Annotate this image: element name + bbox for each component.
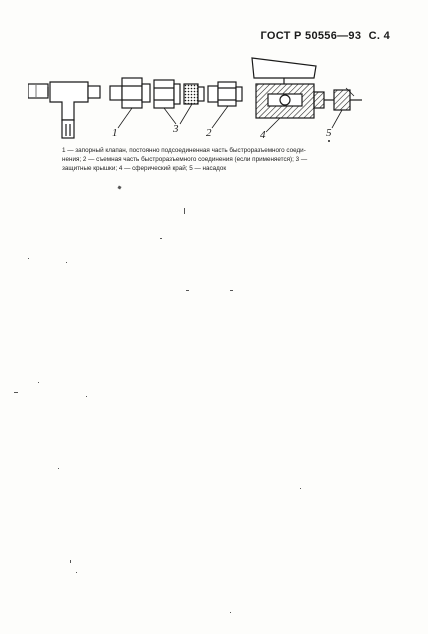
figure-caption	[62, 146, 390, 173]
callout-1: 1	[112, 127, 118, 139]
caption-line-3: защитные крышки; 4 — сферический край; 5 — насадок	[62, 165, 227, 172]
scan-speck	[58, 468, 59, 469]
protective-caps	[154, 80, 204, 108]
nozzle	[324, 88, 362, 110]
scan-speck	[38, 382, 39, 383]
spherical-edge-block	[252, 58, 324, 118]
callout-4: 4	[260, 129, 266, 141]
scan-speck	[14, 392, 18, 393]
callout-5: 5	[326, 127, 332, 139]
caption-line-1: 1 — запорный клапан, постоянно подсоединенная часть быстроразъемного соеди-	[62, 147, 306, 154]
scan-speck	[66, 262, 67, 263]
scan-speck	[86, 396, 87, 397]
scan-speck	[76, 572, 77, 573]
scan-speck	[184, 208, 185, 214]
removable-part	[208, 82, 242, 106]
callout-2: 2	[206, 127, 212, 139]
caption-line-2: нения; 2 — съемная часть быстроразъемного соединения (если применяется); 3 —	[62, 156, 308, 163]
quick-connect-drawing	[28, 54, 368, 144]
page-header	[256, 30, 390, 42]
callout-3: 3	[173, 123, 179, 135]
scan-speck	[160, 238, 162, 239]
fixed-part	[110, 78, 150, 108]
page-number: С. 4	[368, 30, 390, 42]
scan-speck	[230, 612, 231, 613]
scan-speck	[28, 258, 29, 259]
scan-speck	[70, 560, 71, 563]
scan-speck	[300, 488, 301, 489]
scan-speck	[186, 290, 189, 291]
scan-speck	[328, 140, 330, 142]
scan-speck	[230, 290, 233, 291]
scan-speck	[117, 185, 121, 189]
standard-number: ГОСТ Р 50556—93	[260, 30, 362, 42]
tee-fitting	[28, 82, 100, 138]
